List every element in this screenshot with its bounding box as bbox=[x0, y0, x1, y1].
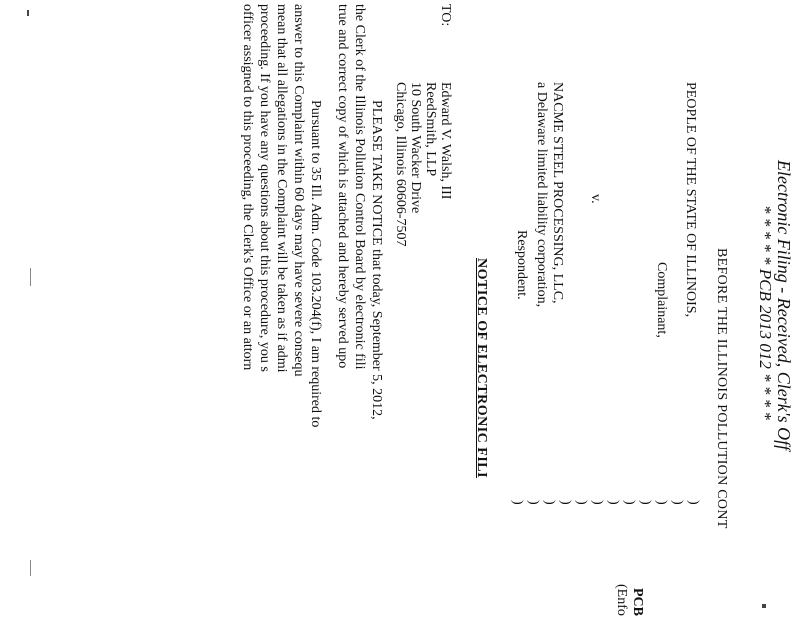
notice-paragraph-line: mean that all allegations in the Complaint will be taken as if admi bbox=[274, 4, 289, 373]
caption-paren: ) bbox=[590, 500, 605, 505]
caption-paren: ) bbox=[686, 500, 701, 505]
caption-paren: ) bbox=[622, 500, 637, 505]
scan-speck bbox=[30, 268, 31, 286]
caption-paren: ) bbox=[558, 500, 573, 505]
defendant-name: NACME STEEL PROCESSING, LLC, bbox=[550, 82, 565, 304]
notice-paragraph-line: true and correct copy of which is attached and hereby served upo bbox=[335, 4, 350, 369]
addressee-line: Chicago, Illinois 60606-7507 bbox=[393, 82, 408, 247]
addressee-line: Edward V. Walsh, III bbox=[438, 82, 453, 200]
notice-paragraph-line: proceeding. If you have any questions about this procedure, you s bbox=[257, 4, 272, 372]
caption-paren: ) bbox=[654, 500, 669, 505]
filing-header-line1: Electronic Filing - Received, Clerk's Off bbox=[774, 160, 794, 451]
notice-paragraph-line: PLEASE TAKE NOTICE that today, September 5, 2012, bbox=[369, 100, 384, 420]
caption-paren: ) bbox=[542, 500, 557, 505]
notice-paragraph-line: the Clerk of the Illinois Pollution Control Board by electronic fili bbox=[352, 4, 367, 370]
case-type: (Enfo bbox=[614, 584, 629, 616]
scan-speck bbox=[30, 560, 31, 576]
caption-paren: ) bbox=[670, 500, 685, 505]
plaintiff-role: Complainant, bbox=[654, 262, 669, 338]
plaintiff-name: PEOPLE OF THE STATE OF ILLINOIS, bbox=[683, 82, 698, 318]
defendant-role: Respondent. bbox=[514, 230, 529, 300]
scan-speck bbox=[27, 10, 29, 16]
caption-paren: ) bbox=[606, 500, 621, 505]
versus: v. bbox=[588, 194, 603, 204]
notice-paragraph-line: answer to this Complaint within 60 days may have severe consequ bbox=[291, 4, 306, 377]
court-title: BEFORE THE ILLINOIS POLLUTION CONT bbox=[714, 248, 729, 529]
notice-paragraph-line: officer assigned to this proceeding, the Clerk's Office or an attorn bbox=[240, 4, 255, 371]
caption-paren: ) bbox=[526, 500, 541, 505]
caption-paren: ) bbox=[510, 500, 525, 505]
caption-paren: ) bbox=[574, 500, 589, 505]
notice-paragraph-line: Pursuant to 35 Ill. Adm. Code 103.204(f), I am required to bbox=[308, 100, 323, 428]
notice-title: NOTICE OF ELECTRONIC FILI bbox=[474, 258, 489, 479]
filing-header-line2: * * * * * PCB 2013 012 * * * * bbox=[756, 205, 775, 420]
to-label: TO: bbox=[438, 4, 453, 27]
scan-speck bbox=[762, 604, 766, 608]
caption-paren: ) bbox=[638, 500, 653, 505]
addressee-line: ReedSmith, LLP bbox=[423, 82, 438, 177]
case-number-label: PCB bbox=[630, 588, 645, 616]
defendant-description: a Delaware limited liability corporation, bbox=[534, 82, 549, 308]
addressee-line: 10 South Wacker Drive bbox=[408, 82, 423, 214]
